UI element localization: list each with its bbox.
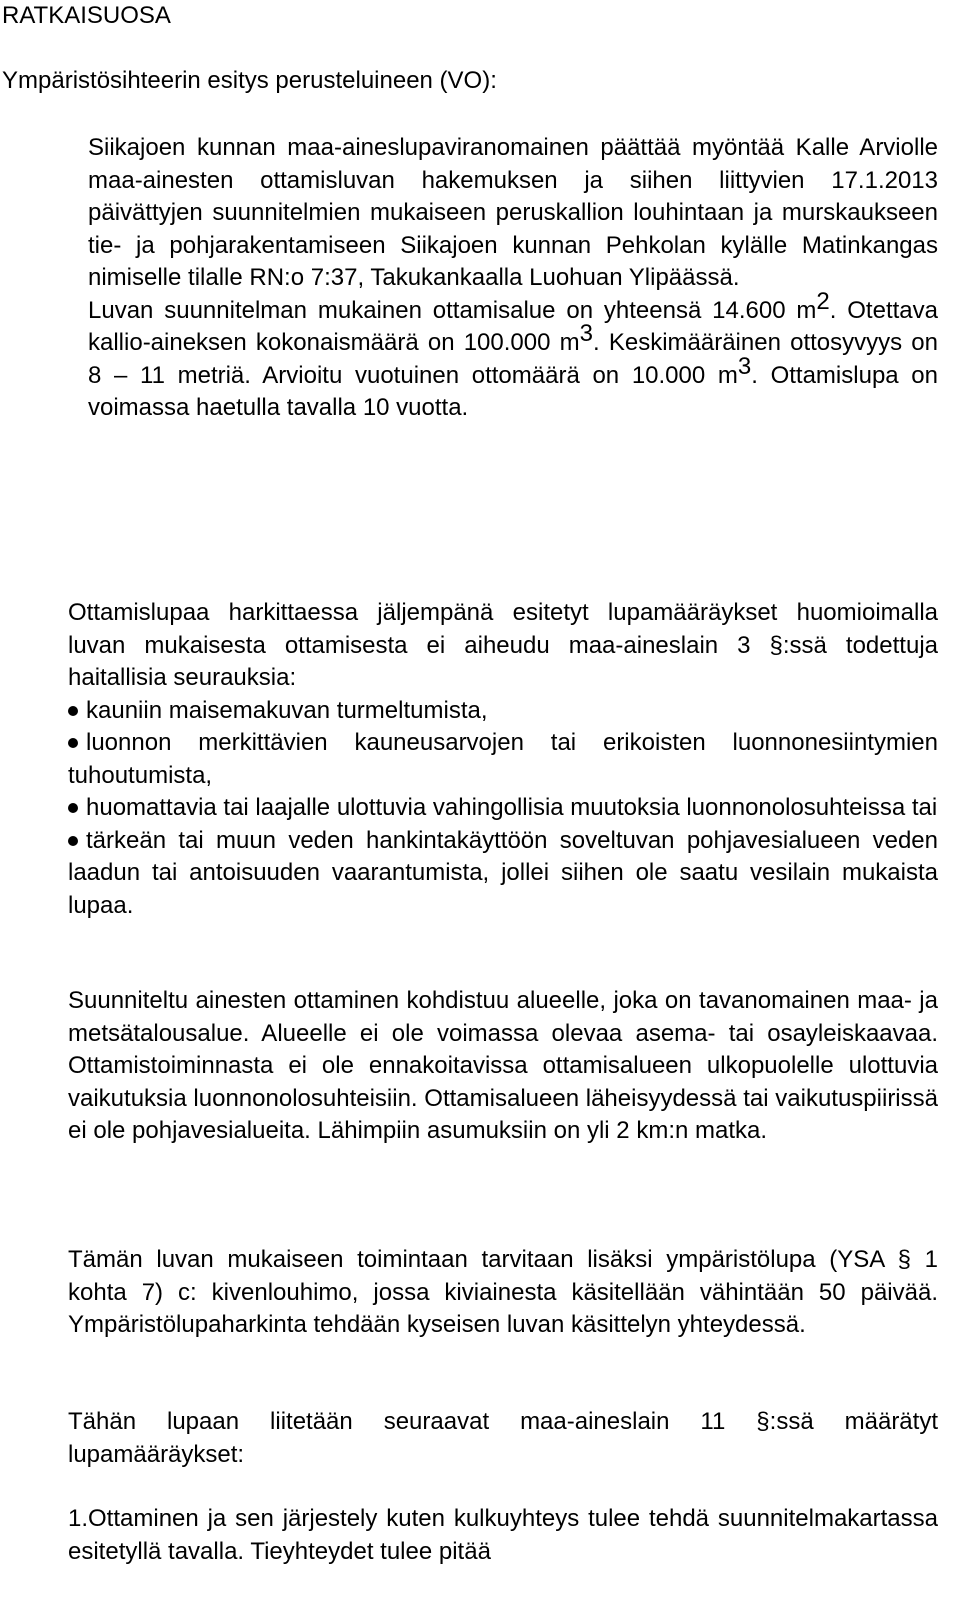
volume-unit-exponent: 3 — [579, 319, 593, 347]
decision-paragraph: Siikajoen kunnan maa-aineslupaviranomainen päättää myöntää Kalle Arviolle maa-ainesten ottamisluvan hakemuksen ja siihen liittyvien 17.1.2013 päivättyjen suunnitelmien mukaiseen peruskallion louhintaan ja murskaukseen tie- ja pohjarakentamiseen Siikajoen kunnan Pehkolan kylälle Matinkangas nimiselle tilalle RN:o 7:37, Takukankaalla Luohuan Ylipäässä. — [88, 134, 938, 291]
condition-1 — [68, 1503, 938, 1568]
list-item-text: huomattavia tai laajalle ulottuvia vahingollisia muutoksia luonnonolosuhteissa tai — [86, 794, 938, 821]
conditions-intro — [68, 1406, 938, 1471]
criteria-intro: Ottamislupaa harkittaessa jäljempänä esitetyt lupamääräykset huomioimalla luvan mukaisesta ottamisesta ei aiheudu maa-aineslain 3 §:ssä todettuja haitallisia seurauksia: — [68, 599, 938, 691]
area-text: Luvan suunnitelman mukainen ottamisalue on yhteensä 14.600 m — [88, 296, 817, 324]
list-item-text: luonnon merkittävien kauneusarvojen tai erikoisten luonnonesiintymien tuhoutumista, — [68, 729, 938, 789]
list-item — [68, 695, 938, 728]
conditions-intro-text: Tähän lupaan liitetään seuraavat maa-aineslain 11 §:ssä määrätyt lupamääräykset: — [68, 1408, 938, 1468]
list-item — [68, 727, 938, 792]
list-item — [68, 792, 938, 825]
criteria-list — [68, 695, 938, 923]
bullet-icon — [68, 836, 78, 846]
area-paragraph — [68, 985, 938, 1148]
decision-section — [88, 132, 938, 425]
area-paragraph-text: Suunniteltu ainesten ottaminen kohdistuu alueelle, joka on tavanomainen maa- ja metsätalousalue. Alueelle ei ole voimassa olevaa asema- tai osayleiskaavaa. Ottamistoiminnasta ei ole ennakoitavissa ottamisalueen ulkopuolelle ulottuvia vaikutuksia luonnonolosuhteisiin. Ottamisalueen läheisyydessä tai vaikutuspiirissä ei ole pohjavesialueita. Lähimpiin asumuksiin on yli 2 km:n matka. — [68, 987, 938, 1144]
bullet-icon — [68, 803, 78, 813]
permit-paragraph — [68, 1244, 938, 1342]
extraction-volume-paragraph — [88, 287, 938, 425]
depth-text: . Keskimääräinen ottosyvyys on 8 – 11 metriä. Arvioitu vuotuinen ottomäärä on 10.000 m — [88, 329, 938, 389]
permit-paragraph-text: Tämän luvan mukaiseen toimintaan tarvitaan lisäksi ympäristölupa (YSA § 1 kohta 7) c: kivenlouhimo, jossa kiviainesta käsitellään vähintään 50 päivää. Ympäristölupaharkinta tehdään kyseisen luvan käsittelyn yhteydessä. — [68, 1246, 938, 1338]
section-heading: Ympäristösihteerin esitys perusteluineen (VO): — [2, 67, 497, 94]
condition-1-text: 1.Ottaminen ja sen järjestely kuten kulkuyhteys tulee tehdä suunnitelmakartassa esitetyllä tavalla. Tieyhteydet tulee pitää — [68, 1505, 938, 1565]
volume-text: . Otettava kallio-aineksen kokonaismäärä on 100.000 m — [88, 296, 938, 356]
bullet-icon — [68, 738, 78, 748]
bullet-icon — [68, 706, 78, 716]
annual-volume-unit-exponent: 3 — [737, 352, 752, 380]
criteria-section — [68, 597, 938, 922]
area-unit-exponent: 2 — [816, 287, 830, 315]
list-item-text: tärkeän tai muun veden hankintakäyttöön soveltuvan pohjavesialueen veden laadun tai antoisuuden vaarantumista, jollei siihen ole saatu vesilain mukaista lupaa. — [68, 826, 938, 919]
list-item-text: kauniin maisemakuvan turmeltumista, — [86, 696, 488, 724]
validity-text: . Ottamislupa on voimassa haetulla tavalla 10 vuotta. — [88, 361, 938, 421]
list-item — [68, 825, 938, 923]
page-title: RATKAISUOSA — [2, 2, 171, 29]
